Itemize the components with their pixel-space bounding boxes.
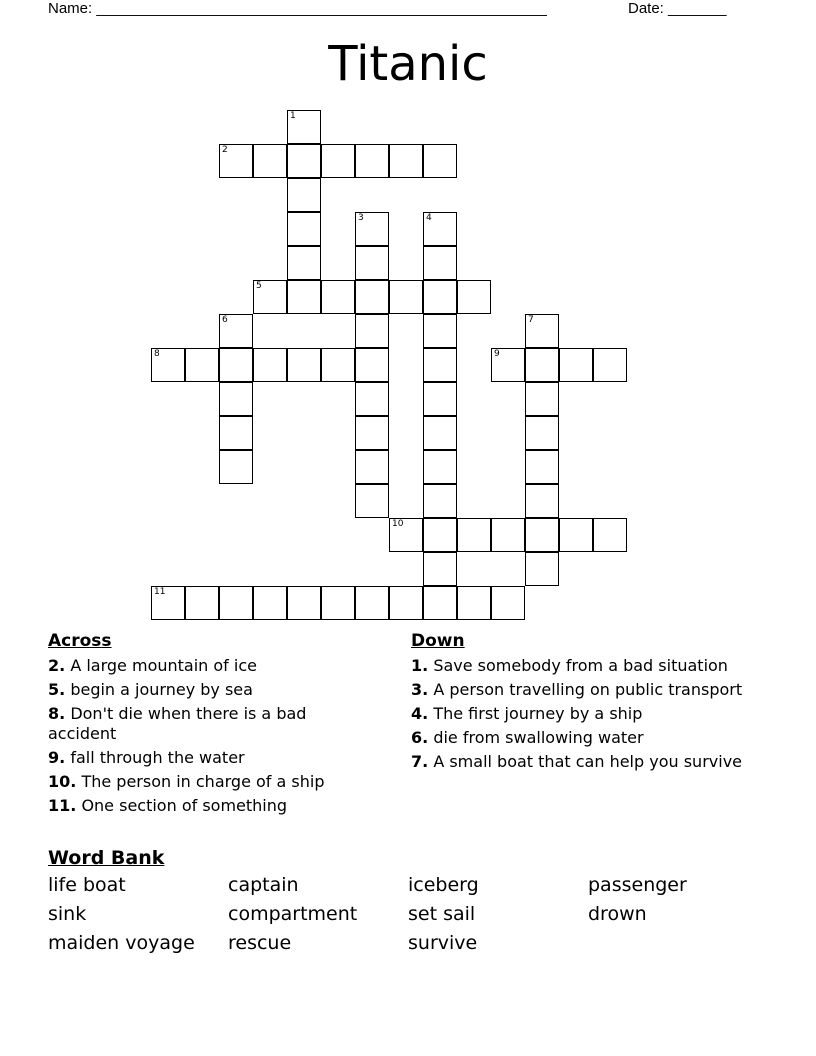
grid-cell	[525, 552, 559, 586]
grid-cell	[253, 280, 287, 314]
cell-number: 2	[222, 145, 228, 155]
cell-number: 9	[494, 349, 500, 359]
cell-number: 11	[154, 587, 166, 597]
grid-cell	[355, 586, 389, 620]
grid-cell	[253, 348, 287, 382]
word-bank-item: survive	[408, 932, 478, 954]
grid-cell	[287, 144, 321, 178]
grid-cell	[219, 382, 253, 416]
across-clues	[48, 630, 378, 820]
grid-cell	[525, 348, 559, 382]
grid-cell	[355, 348, 389, 382]
grid-cell	[559, 518, 593, 552]
down-clue	[411, 752, 751, 772]
cell-number: 1	[290, 111, 296, 121]
clue-number: 5.	[48, 680, 66, 699]
cell-number: 3	[358, 213, 364, 223]
down-heading: Down	[411, 631, 465, 651]
grid-cell	[525, 450, 559, 484]
grid-cell	[423, 314, 457, 348]
grid-cell	[423, 382, 457, 416]
clue-number: 10.	[48, 772, 77, 791]
clue-text: A small boat that can help you survive	[433, 752, 742, 771]
across-clue	[48, 772, 378, 792]
grid-cell	[423, 416, 457, 450]
grid-cell	[219, 144, 253, 178]
cell-number: 8	[154, 349, 160, 359]
grid-cell	[525, 314, 559, 348]
clue-number: 3.	[411, 680, 429, 699]
word-bank	[48, 874, 768, 955]
clue-text: die from swallowing water	[433, 728, 644, 747]
word-bank-item: drown	[588, 903, 647, 925]
grid-cell	[219, 416, 253, 450]
grid-cell	[525, 416, 559, 450]
clue-text: Don't die when there is a bad accident	[48, 704, 307, 743]
grid-cell	[321, 144, 355, 178]
grid-cell	[287, 280, 321, 314]
grid-cell	[151, 348, 185, 382]
grid-cell	[423, 280, 457, 314]
grid-cell	[185, 586, 219, 620]
clue-text: Save somebody from a bad situation	[433, 656, 728, 675]
clue-number: 11.	[48, 796, 77, 815]
grid-cell	[321, 586, 355, 620]
name-label: Name:	[48, 0, 93, 17]
grid-cell	[185, 348, 219, 382]
grid-cell	[491, 348, 525, 382]
grid-cell	[423, 484, 457, 518]
word-bank-item: set sail	[408, 903, 476, 925]
grid-cell	[389, 586, 423, 620]
clue-text: The first journey by a ship	[433, 704, 643, 723]
cell-number: 6	[222, 315, 228, 325]
grid-cell	[355, 382, 389, 416]
grid-cell	[423, 450, 457, 484]
across-clue	[48, 748, 378, 768]
grid-cell	[287, 212, 321, 246]
grid-cell	[389, 144, 423, 178]
clue-text: A person travelling on public transport	[433, 680, 743, 699]
grid-cell	[559, 348, 593, 382]
clue-number: 1.	[411, 656, 429, 675]
page-title: Titanic	[328, 36, 488, 92]
grid-cell	[287, 110, 321, 144]
clue-text: A large mountain of ice	[70, 656, 257, 675]
grid-cell	[389, 280, 423, 314]
grid-cell	[423, 144, 457, 178]
down-clue	[411, 704, 751, 724]
grid-cell	[287, 246, 321, 280]
grid-cell	[287, 586, 321, 620]
across-clue	[48, 656, 378, 676]
word-bank-item: sink	[48, 903, 87, 925]
grid-cell	[423, 552, 457, 586]
grid-cell	[355, 280, 389, 314]
grid-cell	[355, 450, 389, 484]
across-clue	[48, 796, 378, 816]
grid-cell	[253, 144, 287, 178]
grid-cell	[491, 518, 525, 552]
grid-cell	[287, 348, 321, 382]
grid-cell	[219, 450, 253, 484]
word-bank-item: life boat	[48, 874, 126, 896]
grid-cell	[423, 586, 457, 620]
down-clue	[411, 680, 751, 700]
grid-cell	[151, 586, 185, 620]
clue-number: 6.	[411, 728, 429, 747]
clue-number: 9.	[48, 748, 66, 767]
word-bank-item: rescue	[228, 932, 292, 954]
grid-cell	[355, 484, 389, 518]
down-clue	[411, 656, 751, 676]
clue-number: 4.	[411, 704, 429, 723]
clue-number: 2.	[48, 656, 66, 675]
grid-cell	[593, 518, 627, 552]
grid-cell	[355, 144, 389, 178]
word-bank-item: passenger	[588, 874, 687, 896]
cell-number: 5	[256, 281, 262, 291]
grid-cell	[219, 348, 253, 382]
grid-cell	[491, 586, 525, 620]
grid-cell	[355, 314, 389, 348]
across-clue	[48, 680, 378, 700]
clue-text: The person in charge of a ship	[81, 772, 325, 791]
grid-cell	[253, 586, 287, 620]
word-bank-item: maiden voyage	[48, 932, 195, 954]
grid-cell	[457, 586, 491, 620]
word-bank-item: iceberg	[408, 874, 479, 896]
name-line: ______________________________________________________	[96, 0, 547, 17]
clue-text: One section of something	[81, 796, 288, 815]
grid-cell	[593, 348, 627, 382]
grid-cell	[525, 484, 559, 518]
clue-text: fall through the water	[70, 748, 245, 767]
grid-cell	[355, 212, 389, 246]
cell-number: 7	[528, 315, 534, 325]
grid-cell	[423, 246, 457, 280]
across-heading: Across	[48, 631, 112, 651]
cell-number: 10	[392, 519, 404, 529]
grid-cell	[457, 518, 491, 552]
grid-cell	[423, 348, 457, 382]
grid-cell	[389, 518, 423, 552]
grid-cell	[321, 280, 355, 314]
grid-cell	[219, 314, 253, 348]
down-clue	[411, 728, 751, 748]
grid-cell	[423, 212, 457, 246]
down-clues	[411, 630, 751, 776]
grid-cell	[525, 518, 559, 552]
grid-cell	[287, 178, 321, 212]
grid-cell	[355, 416, 389, 450]
grid-cell	[355, 246, 389, 280]
clue-text: begin a journey by sea	[70, 680, 253, 699]
grid-cell	[423, 518, 457, 552]
grid-cell	[457, 280, 491, 314]
grid-cell	[321, 348, 355, 382]
cell-number: 4	[426, 213, 432, 223]
word-bank-item: compartment	[228, 903, 358, 925]
grid-cell	[525, 382, 559, 416]
clue-number: 7.	[411, 752, 429, 771]
word-bank-item: captain	[228, 874, 299, 896]
across-clue	[48, 704, 378, 744]
word-bank-heading: Word Bank	[48, 847, 165, 869]
grid-cell	[219, 586, 253, 620]
clue-number: 8.	[48, 704, 66, 723]
date-label: Date:	[628, 0, 664, 17]
date-line: _______	[668, 0, 727, 17]
